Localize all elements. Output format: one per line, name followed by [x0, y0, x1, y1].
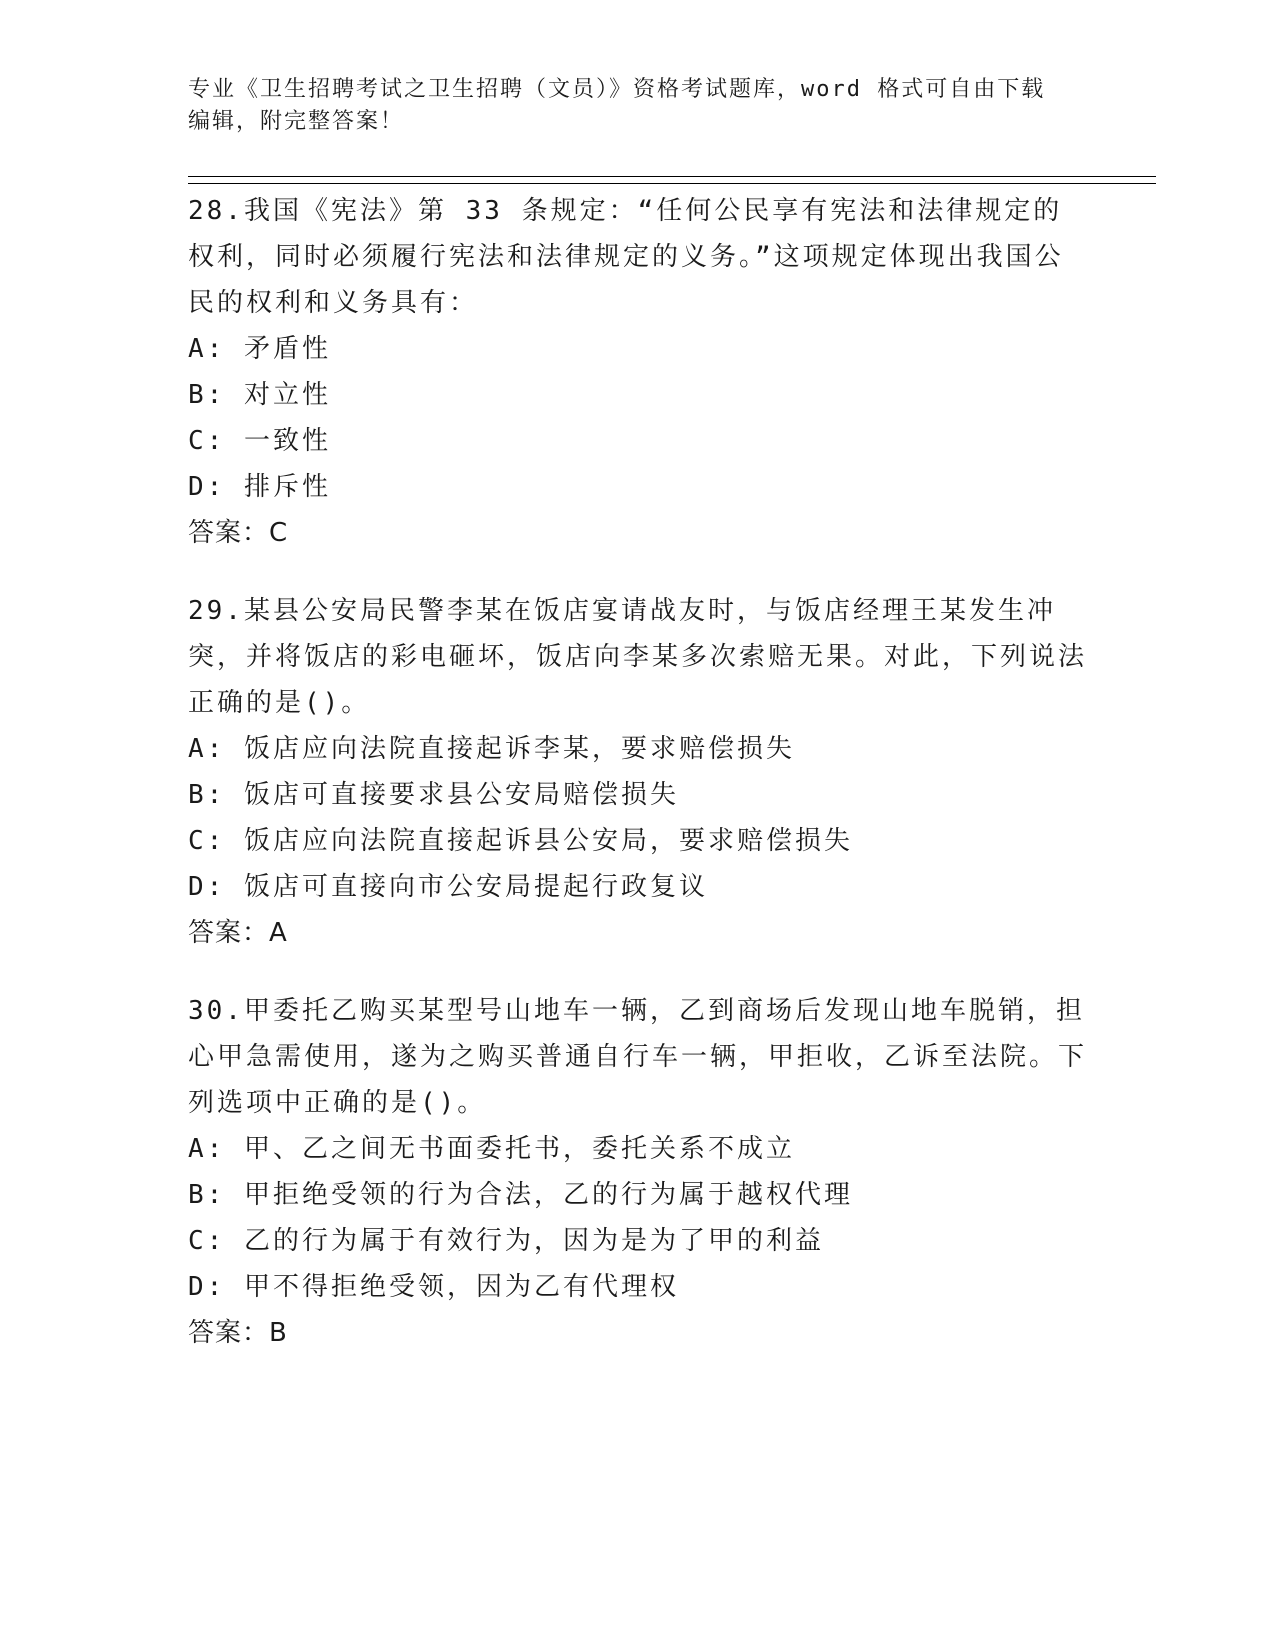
option-a: A: 饭店应向法院直接起诉李某，要求赔偿损失: [188, 734, 795, 764]
question-stem: 29.某县公安局民警李某在饭店宴请战友时，与饭店经理王某发生冲突，并将饭店的彩电砸坏，饭店向李某多次索赔无果。对此，下列说法正确的是()。: [188, 596, 1088, 718]
header-line-2: 编辑，附完整答案！: [188, 109, 405, 134]
question-list: [188, 188, 1088, 1388]
option-c: C: 乙的行为属于有效行为，因为是为了甲的利益: [188, 1226, 824, 1256]
option-d: D: 甲不得拒绝受领，因为乙有代理权: [188, 1272, 679, 1302]
option-c: C: 一致性: [188, 426, 331, 456]
header-divider-bottom: [188, 183, 1156, 184]
option-b: B: 对立性: [188, 380, 331, 410]
option-c: C: 饭店应向法院直接起诉县公安局，要求赔偿损失: [188, 826, 853, 856]
option-a: A: 矛盾性: [188, 334, 331, 364]
question-stem: 30.甲委托乙购买某型号山地车一辆，乙到商场后发现山地车脱销，担心甲急需使用，遂为之购买普通自行车一辆，甲拒收，乙诉至法院。下列选项中正确的是()。: [188, 996, 1088, 1118]
option-d: D: 排斥性: [188, 472, 331, 502]
document-header: [188, 74, 1088, 138]
answer-label: 答案：C: [188, 518, 289, 548]
answer-label: 答案：A: [188, 918, 288, 948]
option-d: D: 饭店可直接向市公安局提起行政复议: [188, 872, 708, 902]
header-line-1: 专业《卫生招聘考试之卫生招聘（文员）》资格考试题库，word 格式可自由下载: [188, 77, 1046, 102]
header-divider-top: [188, 176, 1156, 177]
option-b: B: 甲拒绝受领的行为合法，乙的行为属于越权代理: [188, 1180, 853, 1210]
answer-label: 答案：B: [188, 1318, 288, 1348]
option-a: A: 甲、乙之间无书面委托书，委托关系不成立: [188, 1134, 795, 1164]
question-stem: 28.我国《宪法》第 33 条规定：“任何公民享有宪法和法律规定的权利，同时必须履行宪法和法律规定的义务。”这项规定体现出我国公民的权利和义务具有：: [188, 196, 1064, 318]
question-29: [188, 588, 1088, 956]
question-28: [188, 188, 1088, 556]
question-30: [188, 988, 1088, 1356]
option-b: B: 饭店可直接要求县公安局赔偿损失: [188, 780, 679, 810]
